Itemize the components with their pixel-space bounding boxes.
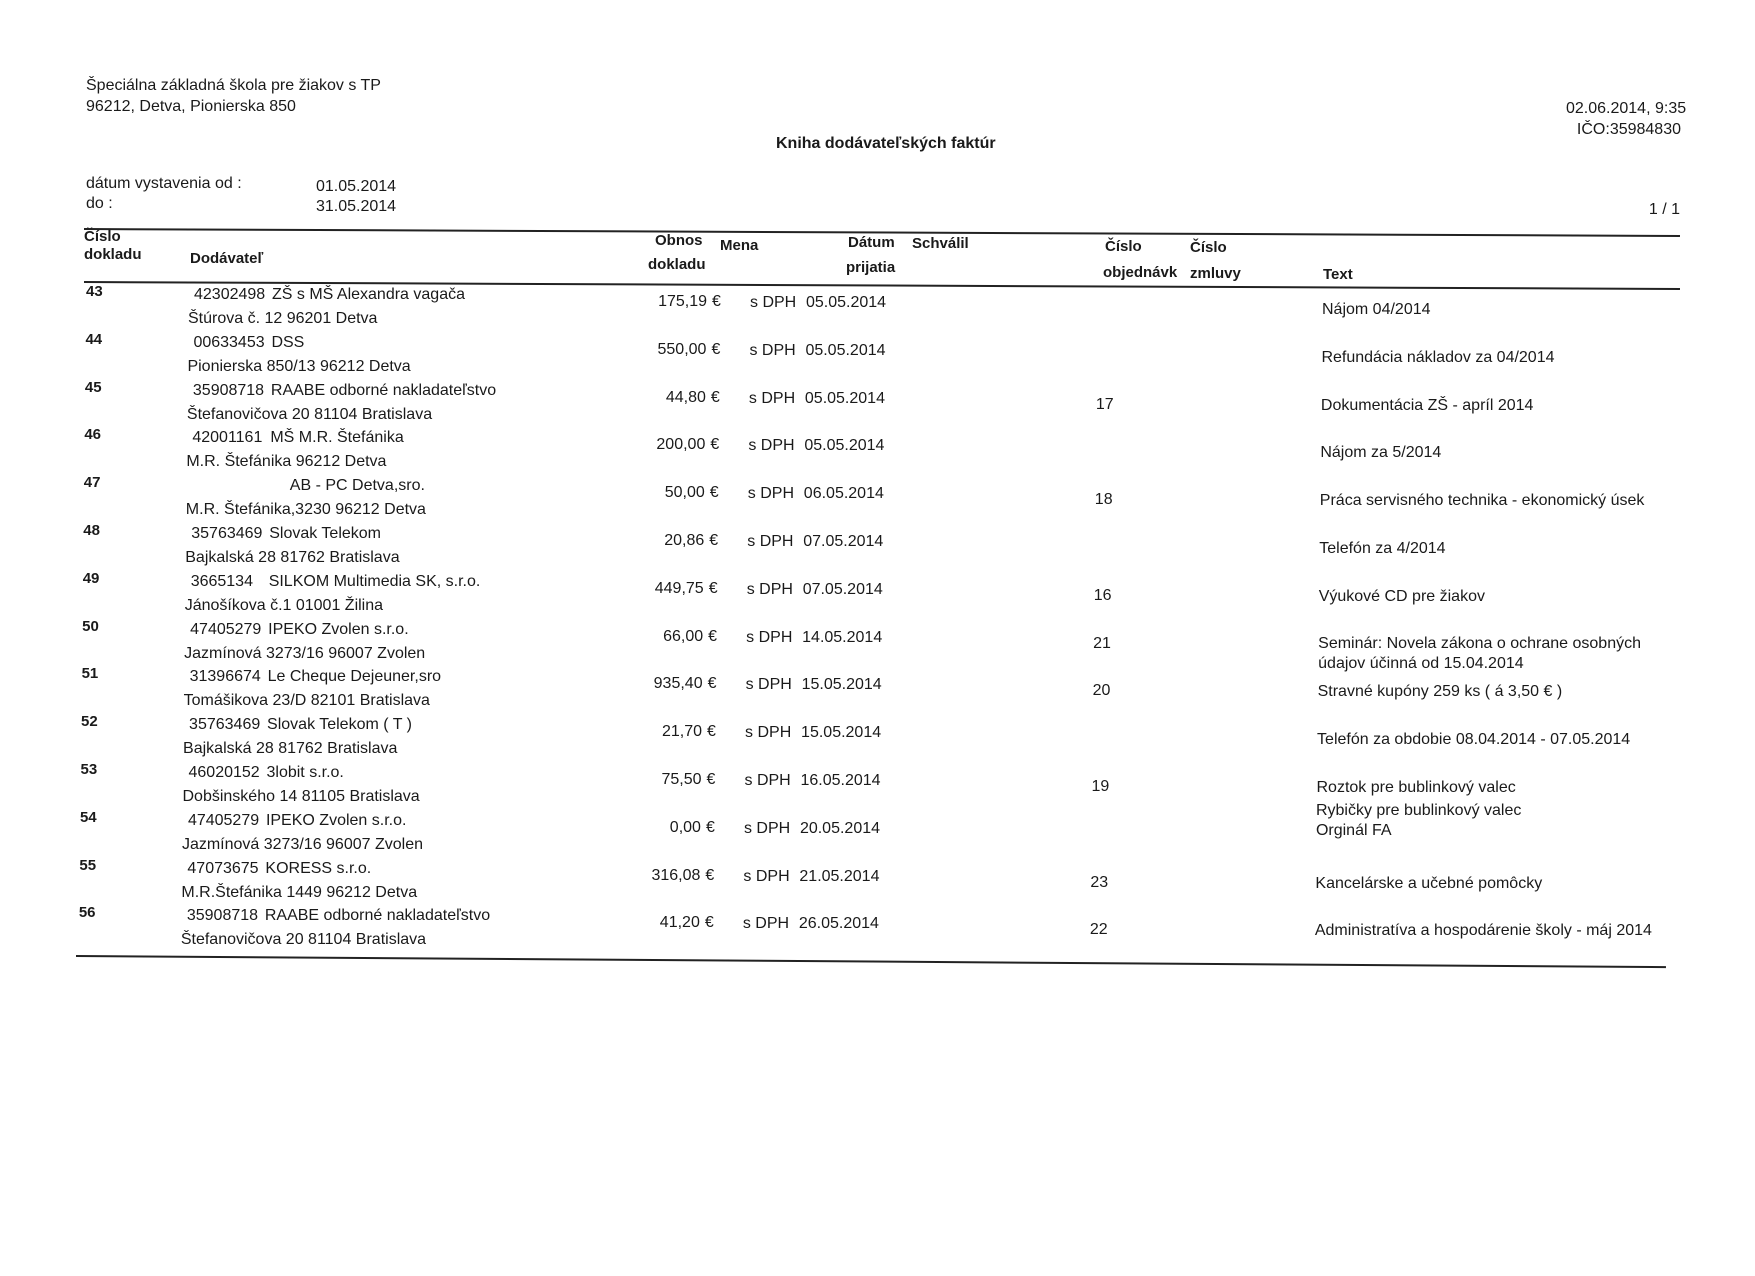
vat-type: s DPH xyxy=(747,485,795,503)
invoice-number: 43 xyxy=(86,283,103,300)
supplier-name: IPEKO Zvolen s.r.o. xyxy=(268,620,409,638)
col-header-number-1: Číslo xyxy=(84,228,121,245)
currency-symbol: € xyxy=(705,866,715,884)
invoice-number: 50 xyxy=(82,617,99,635)
col-header-text: Text xyxy=(1323,266,1353,283)
currency-symbol: € xyxy=(710,436,720,454)
table-row xyxy=(0,617,1755,672)
invoice-amount: 935,40 xyxy=(653,675,703,693)
table-row xyxy=(0,904,1755,952)
received-date: 15.05.2014 xyxy=(801,676,882,694)
invoice-amount: 449,75 xyxy=(654,579,704,597)
received-date: 15.05.2014 xyxy=(801,724,882,742)
received-date: 14.05.2014 xyxy=(802,628,883,646)
date-from-value: 01.05.2014 xyxy=(316,178,397,195)
supplier-name: IPEKO Zvolen s.r.o. xyxy=(265,811,407,829)
vat-type: s DPH xyxy=(743,867,790,885)
invoice-amount: 200,00 xyxy=(656,436,706,454)
table-row xyxy=(0,522,1755,570)
received-date: 21.05.2014 xyxy=(799,867,880,885)
supplier-address: Pionierska 850/13 96212 Detva xyxy=(187,357,411,375)
supplier-name: MŠ M.R. Štefánika xyxy=(270,429,404,447)
supplier-address: Štefanovičova 20 81104 Bratislava xyxy=(180,931,427,949)
date-to-label: do : xyxy=(86,195,113,212)
page-number: 1 / 1 xyxy=(1648,201,1680,218)
invoice-text: Rybičky pre bublinkový valec Orginál FA xyxy=(1315,801,1522,839)
col-header-currency: Mena xyxy=(720,237,759,254)
invoice-number: 46 xyxy=(84,426,102,444)
supplier-id: 47405279 xyxy=(187,811,260,829)
print-datetime: 02.06.2014, 9:35 xyxy=(1566,100,1687,117)
invoice-text: Refundácia nákladov za 04/2014 xyxy=(1321,348,1555,366)
invoice-text: Telefón za obdobie 08.04.2014 - 07.05.2014 xyxy=(1317,731,1631,749)
supplier-id: 3665134 xyxy=(190,572,253,590)
invoice-number: 54 xyxy=(79,808,97,826)
col-header-amount-2: dokladu xyxy=(648,256,706,273)
date-to-value: 31.05.2014 xyxy=(316,198,397,215)
supplier-address: Štefanovičova 20 81104 Bratislava xyxy=(186,405,433,423)
supplier-name: Le Cheque Dejeuner,sro xyxy=(267,668,442,686)
vat-type: s DPH xyxy=(749,341,796,359)
supplier-id: 35908718 xyxy=(186,907,259,925)
col-header-amount-1: Obnos xyxy=(655,232,703,249)
currency-symbol: € xyxy=(712,293,721,310)
currency-symbol: € xyxy=(709,532,719,549)
received-date: 06.05.2014 xyxy=(803,485,884,503)
supplier-name: DSS xyxy=(271,333,305,351)
invoice-number: 45 xyxy=(84,378,102,396)
order-number: 17 xyxy=(1095,395,1114,413)
invoice-number: 55 xyxy=(79,856,97,874)
order-number: 19 xyxy=(1091,778,1110,795)
table-row xyxy=(0,857,1755,905)
invoice-amount: 316,08 xyxy=(651,866,701,884)
organization-address: 96212, Detva, Pionierska 850 xyxy=(86,98,296,115)
received-date: 05.05.2014 xyxy=(805,341,886,359)
vat-type: s DPH xyxy=(748,389,796,407)
supplier-id: 35763469 xyxy=(191,525,263,542)
invoice-amount: 550,00 xyxy=(657,340,707,358)
supplier-id: 47405279 xyxy=(190,620,262,638)
order-number: 23 xyxy=(1090,873,1109,891)
currency-symbol: € xyxy=(707,723,716,741)
received-date: 05.05.2014 xyxy=(804,389,885,407)
supplier-address: Bajkalská 28 81762 Bratislava xyxy=(185,549,400,566)
supplier-address: Tomášikova 23/D 82101 Bratislava xyxy=(183,692,430,710)
col-header-contract-2: zmluvy xyxy=(1190,265,1241,282)
supplier-id: 42001161 xyxy=(192,429,263,447)
col-header-number-2: dokladu xyxy=(84,246,142,263)
col-header-date-1: Dátum xyxy=(848,234,895,251)
supplier-name: Slovak Telekom xyxy=(269,525,382,542)
invoice-number: 47 xyxy=(83,474,101,492)
order-number: 18 xyxy=(1094,491,1113,509)
supplier-address: Bajkalská 28 81762 Bratislava xyxy=(183,740,398,758)
currency-symbol: € xyxy=(710,388,720,406)
invoice-amount: 50,00 xyxy=(664,484,705,502)
supplier-id: 42302498 xyxy=(194,286,266,303)
supplier-name: AB - PC Detva,sro. xyxy=(289,477,425,495)
invoice-amount: 44,80 xyxy=(665,388,706,406)
table-row xyxy=(0,665,1755,713)
table-row xyxy=(0,379,1755,427)
organization-name: Špeciálna základná škola pre žiakov s TP xyxy=(86,77,381,94)
invoice-amount: 75,50 xyxy=(661,771,702,788)
col-header-contract-1: Číslo xyxy=(1190,239,1227,256)
invoice-text: Výukové CD pre žiakov xyxy=(1318,587,1485,605)
table-row xyxy=(0,474,1755,522)
invoice-text: Seminár: Novela zákona o ochrane osobných údajov účinná od 15.04.2014 xyxy=(1318,634,1641,672)
supplier-name: KORESS s.r.o. xyxy=(265,859,372,877)
order-number: 20 xyxy=(1092,682,1111,700)
supplier-name: Slovak Telekom ( T ) xyxy=(267,716,412,734)
received-date: 16.05.2014 xyxy=(800,772,881,789)
col-header-order-1: Číslo xyxy=(1105,238,1142,255)
order-number: 21 xyxy=(1093,634,1111,652)
received-date: 26.05.2014 xyxy=(798,915,879,933)
invoice-amount: 175,19 xyxy=(658,293,707,310)
vat-type: s DPH xyxy=(743,819,791,837)
col-header-date-2: prijatia xyxy=(846,259,896,276)
received-date: 07.05.2014 xyxy=(803,533,884,550)
supplier-address: M.R. Štefánika,3230 96212 Detva xyxy=(185,501,426,519)
supplier-address: M.R.Štefánika 1449 96212 Detva xyxy=(181,883,418,901)
invoice-number: 48 xyxy=(83,522,100,539)
currency-symbol: € xyxy=(709,484,719,502)
currency-symbol: € xyxy=(708,627,718,645)
currency-symbol: € xyxy=(705,818,715,836)
document-title: Kniha dodávateľských faktúr xyxy=(776,135,996,152)
date-from-label: dátum vystavenia od : xyxy=(86,175,242,192)
col-header-approved: Schválil xyxy=(912,235,969,252)
invoice-number: 53 xyxy=(80,761,98,778)
invoice-amount: 41,20 xyxy=(659,914,700,932)
supplier-name: SILKOM Multimedia SK, s.r.o. xyxy=(268,572,481,590)
supplier-address: Štúrova č. 12 96201 Detva xyxy=(188,310,378,327)
table-bottom-rule xyxy=(76,955,1666,968)
invoice-text: Administratíva a hospodárenie školy - máj 2014 xyxy=(1314,922,1652,940)
invoice-number: 51 xyxy=(81,665,99,683)
table-row xyxy=(0,283,1755,331)
order-number: 22 xyxy=(1089,921,1108,939)
currency-symbol: € xyxy=(706,771,716,788)
order-number: 16 xyxy=(1093,586,1112,604)
received-date: 05.05.2014 xyxy=(806,294,887,311)
vat-type: s DPH xyxy=(742,915,790,933)
supplier-name: ZŠ s MŠ Alexandra vagača xyxy=(272,286,465,303)
vat-type: s DPH xyxy=(746,628,793,646)
invoice-text: Telefón za 4/2014 xyxy=(1319,540,1446,557)
vat-type: s DPH xyxy=(744,772,791,789)
received-date: 20.05.2014 xyxy=(799,819,881,837)
invoice-text: Kancelárske a učebné pomôcky xyxy=(1315,874,1543,892)
invoice-number: 52 xyxy=(81,713,98,731)
supplier-id: 47073675 xyxy=(187,859,259,877)
invoice-number: 49 xyxy=(82,569,100,587)
supplier-address: Dobšinského 14 81105 Bratislava xyxy=(182,788,420,805)
supplier-id: 31396674 xyxy=(189,668,261,686)
invoice-number: 56 xyxy=(78,904,96,922)
supplier-name: RAABE odborné nakladateľstvo xyxy=(264,907,491,925)
invoice-text: Dokumentácia ZŠ - apríl 2014 xyxy=(1320,396,1534,414)
vat-type: s DPH xyxy=(748,437,795,455)
invoice-text: Nájom 04/2014 xyxy=(1322,301,1431,318)
supplier-address: Jazmínová 3273/16 96007 Zvolen xyxy=(184,644,426,662)
currency-symbol: € xyxy=(711,340,721,358)
vat-type: s DPH xyxy=(745,724,792,742)
invoice-text: Stravné kupóny 259 ks ( á 3,50 € ) xyxy=(1317,683,1563,701)
vat-type: s DPH xyxy=(745,676,792,694)
received-date: 05.05.2014 xyxy=(804,437,885,455)
vat-type: s DPH xyxy=(750,294,797,311)
supplier-name: RAABE odborné nakladateľstvo xyxy=(270,381,497,399)
invoice-amount: 21,70 xyxy=(662,723,703,741)
supplier-id: 35908718 xyxy=(192,381,265,399)
supplier-id: 46020152 xyxy=(188,764,260,781)
table-row xyxy=(0,426,1755,474)
invoice-text: Nájom za 5/2014 xyxy=(1320,444,1442,462)
invoice-amount: 20,86 xyxy=(664,532,705,549)
col-header-order-2: objednávk xyxy=(1103,264,1178,281)
table-row xyxy=(0,713,1755,761)
supplier-address: Jánošíkova č.1 01001 Žilina xyxy=(184,596,384,614)
supplier-id: 35763469 xyxy=(189,716,261,734)
vat-type: s DPH xyxy=(746,580,793,598)
received-date: 07.05.2014 xyxy=(802,580,883,598)
supplier-name: 3lobit s.r.o. xyxy=(266,764,344,781)
supplier-address: M.R. Štefánika 96212 Detva xyxy=(186,453,387,471)
currency-symbol: € xyxy=(707,675,717,693)
company-id: IČO:35984830 xyxy=(1576,121,1681,138)
invoice-number: 44 xyxy=(85,330,103,348)
invoice-text: Práca servisného technika - ekonomický úsek xyxy=(1319,492,1645,510)
supplier-id: 00633453 xyxy=(193,333,265,351)
vat-type: s DPH xyxy=(747,533,794,550)
table-row xyxy=(0,331,1755,379)
invoice-amount: 0,00 xyxy=(669,818,701,836)
invoice-text: Roztok pre bublinkový valec xyxy=(1316,779,1516,796)
table-row xyxy=(0,801,1755,857)
supplier-address: Jazmínová 3273/16 96007 Zvolen xyxy=(181,835,423,853)
col-header-supplier: Dodávateľ xyxy=(190,250,264,267)
currency-symbol: € xyxy=(708,579,718,597)
invoice-amount: 66,00 xyxy=(663,627,704,645)
table-row xyxy=(0,570,1755,618)
currency-symbol: € xyxy=(704,914,714,932)
